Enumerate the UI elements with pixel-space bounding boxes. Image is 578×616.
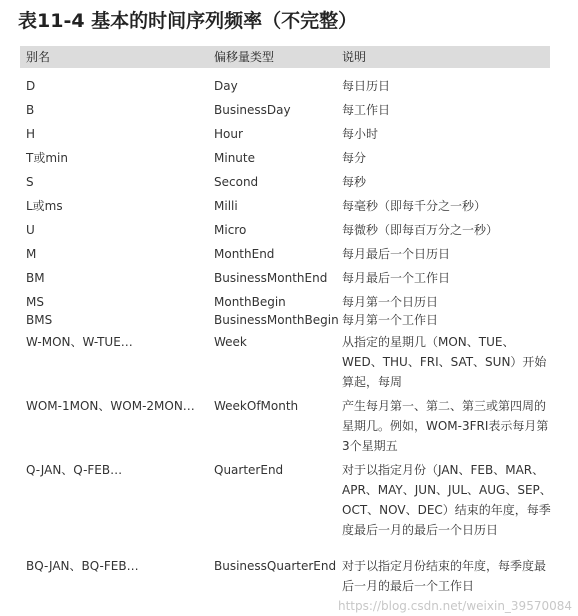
offset-type-cell: BusinessDay	[214, 103, 291, 117]
offset-type-cell: BusinessQuarterEnd	[214, 559, 337, 573]
alias-cell: T或min	[26, 151, 68, 165]
offset-type-cell: Micro	[214, 223, 247, 237]
offset-type-cell: MonthBegin	[214, 295, 286, 309]
description-cell: 每微秒（即每百万分之一秒）	[342, 223, 499, 237]
table-header	[20, 46, 550, 68]
alias-cell: D	[26, 79, 36, 93]
description-cell: 每月第一个工作日	[342, 313, 439, 327]
description-cell: 每月最后一个工作日	[342, 271, 451, 285]
offset-type-cell: MonthEnd	[214, 247, 275, 261]
offset-type-cell: Hour	[214, 127, 243, 141]
header-offset-type: 偏移量类型	[214, 50, 275, 64]
description-cell: 每毫秒（即每千分之一秒）	[342, 199, 487, 213]
offset-type-cell: BusinessMonthBegin	[214, 313, 339, 327]
offset-type-cell: Minute	[214, 151, 255, 165]
header-alias: 别名	[26, 50, 51, 64]
alias-cell: B	[26, 103, 35, 117]
description-cell: 每日历日	[342, 79, 391, 93]
alias-cell: BM	[26, 271, 45, 285]
offset-type-cell: QuarterEnd	[214, 463, 284, 477]
description-cell: 每月第一个日历日	[342, 295, 439, 309]
alias-cell: H	[26, 127, 36, 141]
description-cell: 每秒	[342, 175, 367, 189]
offset-type-cell: Day	[214, 79, 238, 93]
alias-cell: Q-JAN、Q-FEB…	[26, 463, 123, 477]
alias-cell: BMS	[26, 313, 53, 327]
offset-type-cell: BusinessMonthEnd	[214, 271, 328, 285]
description-cell: 每小时	[342, 127, 379, 141]
offset-type-cell: WeekOfMonth	[214, 399, 299, 413]
description-cell: 从指定的星期几（MON、TUE、WED、THU、FRI、SAT、SUN）开始算起，每周	[342, 335, 547, 389]
offset-type-cell: Milli	[214, 199, 238, 213]
description-cell: 对于以指定月份结束的年度，每季度最后一月的最后一个工作日	[342, 559, 547, 593]
alias-cell: BQ-JAN、BQ-FEB…	[26, 559, 139, 573]
description-cell: 对于以指定月份（JAN、FEB、MAR、APR、MAY、JUN、JUL、AUG、SEP、OCT、NOV、DEC）结束的年度，每季度最后一月的最后一个日历日	[342, 463, 552, 537]
offset-type-cell: Week	[214, 335, 247, 349]
alias-cell: M	[26, 247, 37, 261]
alias-cell: W-MON、W-TUE…	[26, 335, 133, 349]
header-description: 说明	[342, 50, 367, 64]
description-cell: 每工作日	[342, 103, 391, 117]
description-cell: 每月最后一个日历日	[342, 247, 451, 261]
alias-cell: L或ms	[26, 199, 63, 213]
offset-type-cell: Second	[214, 175, 259, 189]
watermark: https://blog.csdn.net/weixin_39570084	[337, 599, 572, 613]
table-title: 表11-4 基本的时间序列频率（不完整）	[18, 10, 358, 32]
alias-cell: S	[26, 175, 34, 189]
alias-cell: MS	[26, 295, 44, 309]
alias-cell: U	[26, 223, 35, 237]
alias-cell: WOM-1MON、WOM-2MON…	[26, 399, 195, 413]
description-cell: 每分	[342, 151, 367, 165]
description-cell: 产生每月第一、第二、第三或第四周的星期几。例如，WOM-3FRI表示每月第3个星期五	[342, 399, 549, 453]
